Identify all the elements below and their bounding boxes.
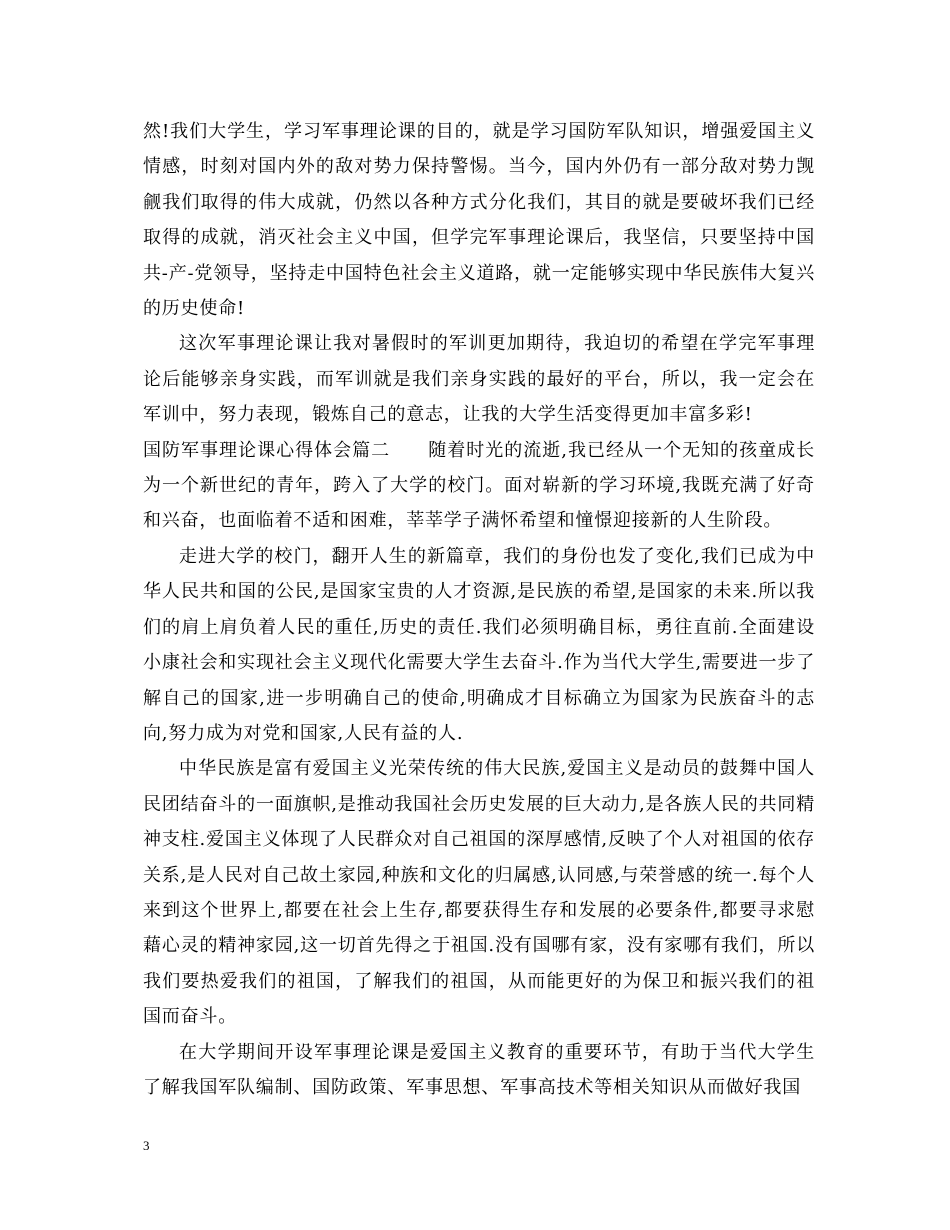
document-body bbox=[143, 114, 815, 1105]
paragraph-6: 在大学期间开设军事理论课是爱国主义教育的重要环节，有助于当代大学生了解我国军队编制、国防政策、军事思想、军事高技术等相关知识从而做好我国 bbox=[143, 1041, 815, 1098]
page-number: 3 bbox=[143, 1138, 150, 1153]
paragraph-3: 国防军事理论课心得体会篇二 随着时光的流逝,我已经从一个无知的孩童成长为一个新世纪的青年，跨入了大学的校门。面对崭新的学习环境,我既充满了好奇和兴奋，也面临着不适和困难，莘莘学子满怀希望和憧憬迎接新的人生阶段。 bbox=[143, 439, 815, 532]
paragraph-2: 这次军事理论课让我对暑假时的军训更加期待，我迫切的希望在学完军事理论后能够亲身实践，而军训就是我们亲身实践的最好的平台，所以，我一定会在军训中，努力表现，锻炼自己的意志，让我的大学生活变得更加丰富多彩! bbox=[143, 333, 815, 426]
paragraph-1: 然!我们大学生，学习军事理论课的目的，就是学习国防军队知识，增强爱国主义情感，时刻对国内外的敌对势力保持警惕。当今，国内外仍有一部分敌对势力觊觎我们取得的伟大成就，仍然以各种方式分化我们，其目的就是要破坏我们已经取得的成就，消灭社会主义中国，但学完军事理论课后，我坚信，只要坚持中国共-产-党领导，坚持走中国特色社会主义道路，就一定能够实现中华民族伟大复兴的历史使命! bbox=[143, 121, 815, 320]
paragraph-5: 中华民族是富有爱国主义光荣传统的伟大民族,爱国主义是动员的鼓舞中国人民团结奋斗的一面旗帜,是推动我国社会历史发展的巨大动力,是各族人民的共同精神支柱.爱国主义体现了人民群众对自己祖国的深厚感情,反映了个人对祖国的依存关系,是人民对自己故土家园,种族和文化的归属感,认同感,与荣誉感的统一.每个人来到这个世界上,都要在社会上生存,都要获得生存和发展的必要条件,都要寻求慰藉心灵的精神家园,这一切首先得之于祖国.没有国哪有家，没有家哪有我们，所以我们要热爱我们的祖国，了解我们的祖国，从而能更好的为保卫和振兴我们的祖国而奋斗。 bbox=[143, 758, 815, 1028]
paragraph-4: 走进大学的校门，翻开人生的新篇章，我们的身份也发了变化,我们已成为中华人民共和国的公民,是国家宝贵的人才资源,是民族的希望,是国家的未来.所以我们的肩上肩负着人民的重任,历史的责任.我们必须明确目标，勇往直前.全面建设小康社会和实现社会主义现代化需要大学生去奋斗.作为当代大学生,需要进一步了解自己的国家,进一步明确自己的使命,明确成才目标确立为国家为民族奋斗的志向,努力成为对党和国家,人民有益的人. bbox=[143, 545, 815, 744]
